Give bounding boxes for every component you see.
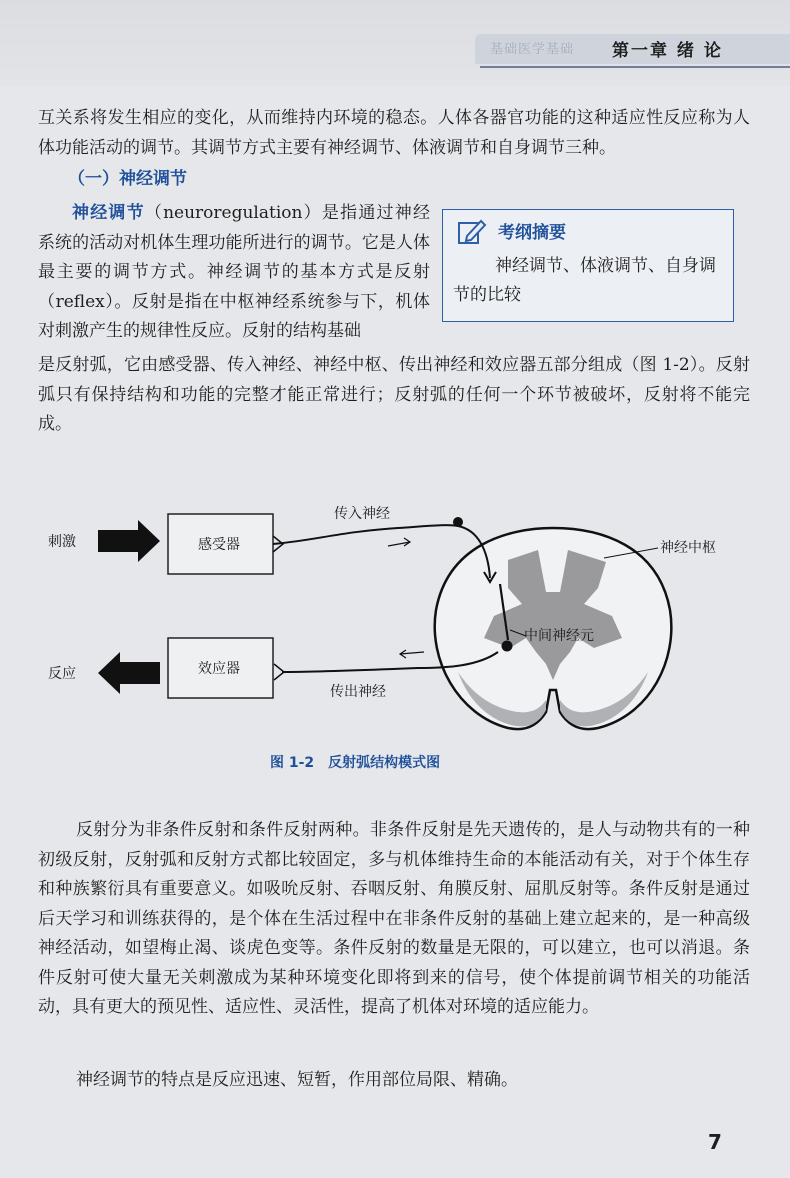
- paragraph-neuroregulation-text: （neuroregulation）是指通过神经系统的活动对机体生理功能所进行的调节。它是人体最主要的调节方式。神经调节的基本方式是反射（reflex）。反射是指在中枢神经系统参与下，机体对刺激产生的规律性反应。反射的结构基础: [38, 203, 430, 341]
- afferent-label: 传入神经: [334, 506, 390, 522]
- header-divider: [480, 66, 790, 68]
- running-header: [0, 0, 790, 86]
- center-label: 神经中枢: [660, 540, 716, 556]
- figure-caption: 图 1-2 反射弧结构模式图: [270, 755, 441, 771]
- reflex-arc-diagram: [38, 500, 750, 740]
- exam-summary-box: [442, 209, 734, 322]
- paragraph-reflex-arc: 是反射弧，它由感受器、传入神经、神经中枢、传出神经和效应器五部分组成（图 1-2）。反射弧只有保持结构和功能的完整才能正常进行；反射弧的任何一个环节被破坏，反射将不能完成。: [38, 355, 750, 434]
- page-number: 7: [708, 1130, 722, 1154]
- afferent-ganglion: [453, 517, 463, 527]
- chapter-label: 第一章 绪 论: [612, 41, 723, 61]
- paragraph-features: 神经调节的特点是反应迅速、短暂，作用部位局限、精确。: [76, 1070, 518, 1090]
- stimulus-label: 刺激: [48, 534, 76, 550]
- reflex-arc-figure: [38, 500, 750, 740]
- interneuron-label: 中间神经元: [524, 628, 594, 644]
- exam-summary-title: 考纲摘要: [498, 223, 566, 243]
- paragraph-reflex-types: 反射分为非条件反射和条件反射两种。非条件反射是先天遗传的，是人与动物共有的一种初级反射，反射弧和反射方式都比较固定，多与机体维持生命的本能活动有关，对于个体生存和种族繁衍具有重要意义。如吸吮反射、吞咽反射、角膜反射、屈肌反射等。条件反射是通过后天学习和训练获得的，是个体在生活过程中在非条件反射的基础上建立起来的，是一种高级神经活动，如望梅止渴、谈虎色变等。条件反射的数量是无限的，可以建立，也可以消退。条件反射可使大量无关刺激成为某种环境变化即将到来的信号，使个体提前调节相关的功能活动，具有更大的预见性、适应性、灵活性，提高了机体对环境的适应能力。: [38, 820, 750, 1017]
- interneuron-body: [502, 641, 513, 652]
- response-label: 反应: [48, 666, 76, 682]
- term-neuroregulation: 神经调节: [72, 203, 145, 223]
- effector-label: 效应器: [198, 661, 240, 677]
- paragraph-intro: 互关系将发生相应的变化，从而维持内环境的稳态。人体各器官功能的这种适应性反应称为人体功能活动的调节。其调节方式主要有神经调节、体液调节和自身调节三种。: [38, 108, 750, 158]
- paragraph-neuroregulation: [38, 199, 430, 347]
- efferent-label: 传出神经: [330, 684, 386, 700]
- stimulus-arrow-icon: [98, 520, 160, 562]
- edit-note-icon: [457, 218, 487, 246]
- exam-summary-text: 神经调节、体液调节、自身调节的比较: [453, 256, 716, 305]
- receptor-label: 感受器: [198, 537, 240, 553]
- header-faint-text: 基础医学基础: [490, 42, 575, 57]
- response-arrow-icon: [98, 652, 160, 694]
- section-heading: （一）神经调节: [68, 169, 187, 189]
